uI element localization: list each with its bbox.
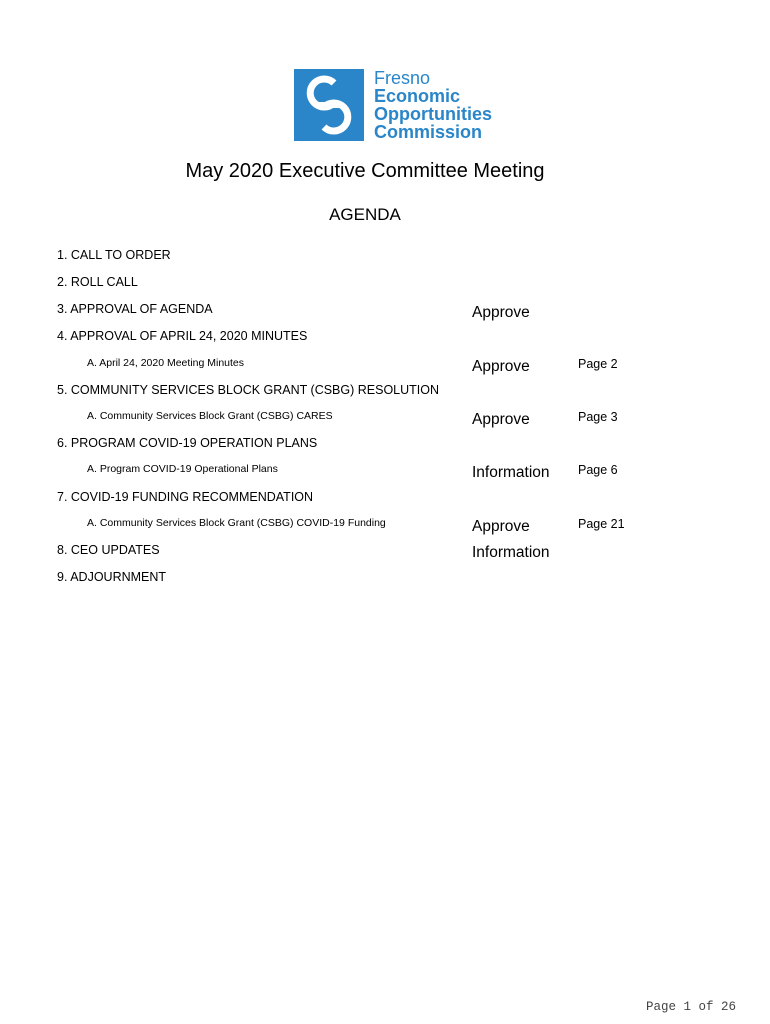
logo-line: Economic (374, 86, 461, 106)
logo-line: Fresno (374, 68, 431, 88)
page-number: Page 1 of 26 (645, 1000, 736, 1014)
agenda-subitem: A. April 24, 2020 Meeting Minutes (87, 357, 245, 369)
agenda-action: Approve (472, 518, 530, 535)
agenda-subitem: A. Program COVID-19 Operational Plans (87, 463, 278, 475)
page-reference: Page 21 (578, 517, 625, 531)
agenda-item: 5. COMMUNITY SERVICES BLOCK GRANT (CSBG) RESOLUTION (57, 383, 440, 397)
agenda-item: 3. APPROVAL OF AGENDA (57, 302, 213, 316)
agenda-item: 2. ROLL CALL (57, 275, 138, 289)
agenda-item: 6. PROGRAM COVID-19 OPERATION PLANS (57, 436, 318, 450)
agenda-heading: AGENDA (329, 205, 401, 224)
logo-line: Opportunities (374, 104, 492, 124)
page-reference: Page 2 (578, 357, 618, 371)
logo-text (374, 69, 492, 141)
agenda-item: 1. CALL TO ORDER (57, 248, 171, 262)
agenda-action: Approve (472, 358, 530, 375)
agenda-subitem: A. Community Services Block Grant (CSBG) COVID-19 Funding (87, 517, 386, 529)
page-reference: Page 3 (578, 410, 618, 424)
agenda-subitem: A. Community Services Block Grant (CSBG) CARES (87, 410, 333, 422)
organization-logo (294, 69, 524, 143)
agenda-action: Information (472, 544, 550, 561)
page-reference: Page 6 (578, 463, 618, 477)
feoc-logo-icon (294, 69, 364, 141)
agenda-item: 8. CEO UPDATES (57, 543, 160, 557)
agenda-action: Approve (472, 304, 530, 321)
document-title: May 2020 Executive Committee Meeting (185, 160, 545, 182)
agenda-item: 7. COVID-19 FUNDING RECOMMENDATION (57, 490, 314, 504)
agenda-action: Approve (472, 411, 530, 428)
agenda-item: 4. APPROVAL OF APRIL 24, 2020 MINUTES (57, 329, 308, 343)
logo-line: Commission (374, 122, 483, 142)
agenda-action: Information (472, 464, 550, 481)
agenda-item: 9. ADJOURNMENT (57, 570, 167, 584)
